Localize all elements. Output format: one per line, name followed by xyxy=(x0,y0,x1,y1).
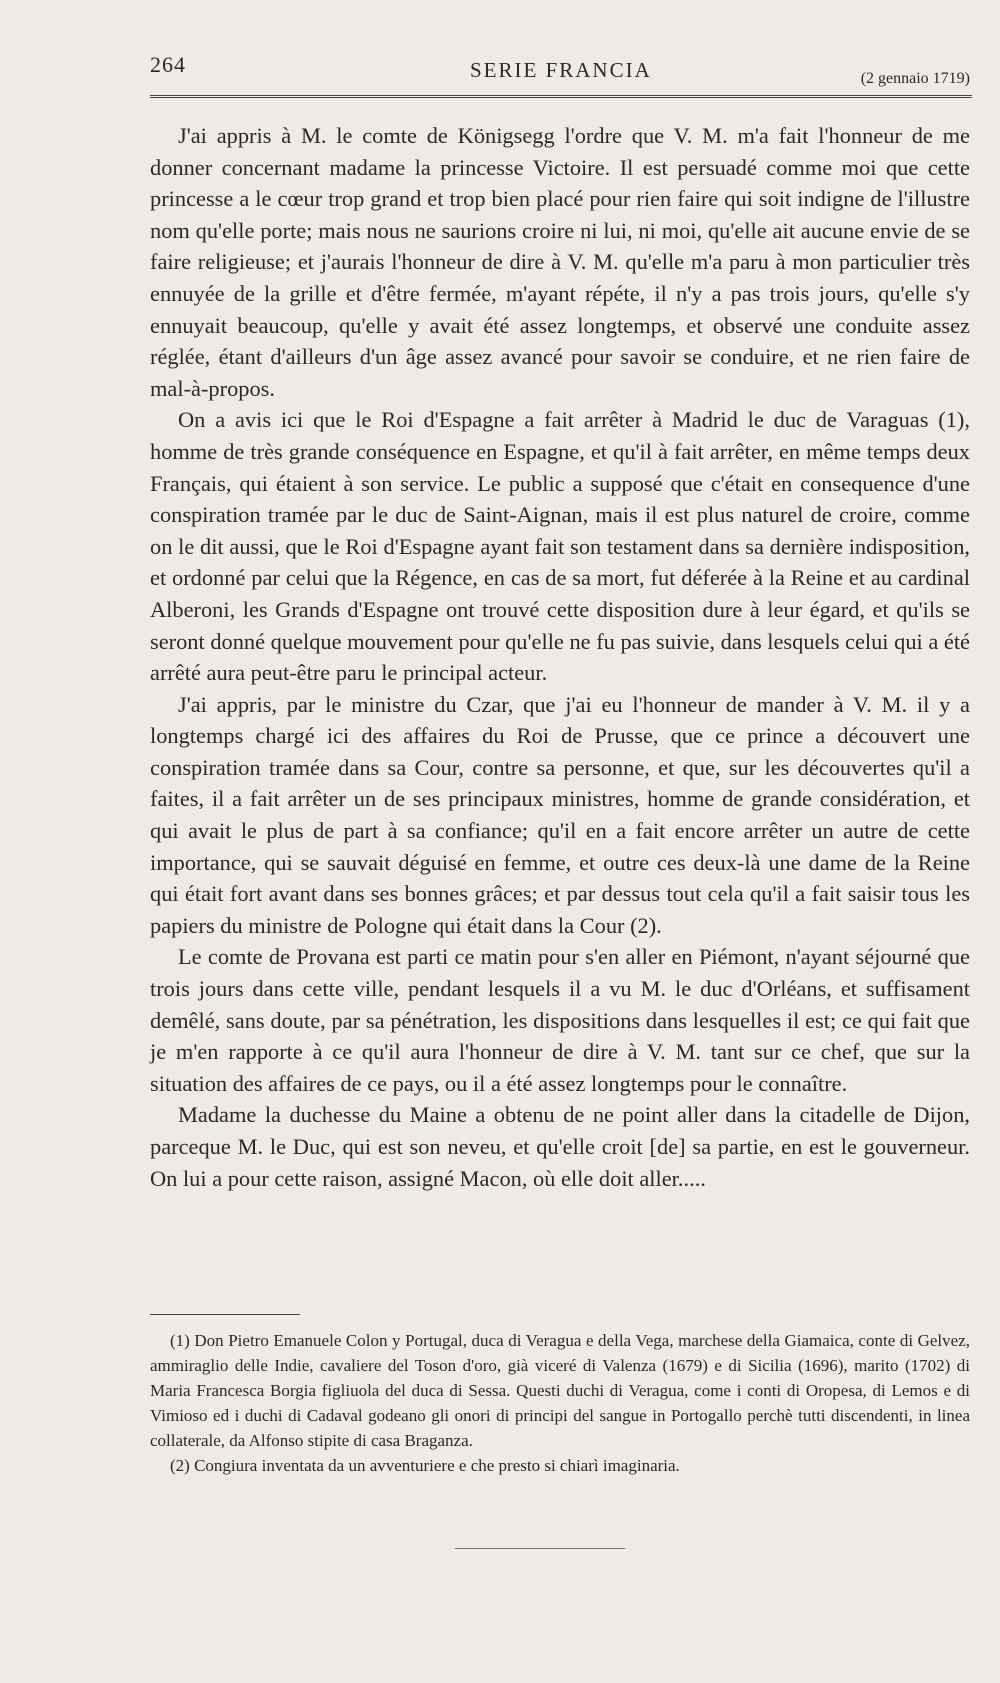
running-title: SERIE FRANCIA xyxy=(470,58,652,82)
footnote-1: (1) Don Pietro Emanuele Colon y Portugal, duca di Veragua e della Vega, marchese della Giamaica, conte di Gelvez, ammiraglio delle Indie, cavaliere del Toson d'oro, già viceré di Valenza (1679) e di Sicilia (1696), marito (1702) di Maria Francesca Borgia figliuola del duca di Sessa. Questi duchi di Veragua, come i conti di Oropesa, di Lemos e di Vimioso ed i duchi di Cadaval godeano gli onori di principi del sangue in Portogallo perchè tutti discendenti, in linea collaterale, da Alfonso stipite di casa Braganza. xyxy=(150,1331,970,1450)
page-header xyxy=(150,52,970,92)
paragraph-duchesse-du-maine: Madame la duchesse du Maine a obtenu de ne point aller dans la citadelle de Dijon, parceque M. le Duc, qui est son neveu, et qu'elle croit [de] sa partie, en est le gouverneur. On lui a pour cette raison, assigné Macon, où elle doit aller..... xyxy=(150,1102,970,1191)
footnote-rule xyxy=(150,1314,300,1315)
page-number: 264 xyxy=(150,52,186,77)
paragraph-roi-de-prusse: J'ai appris, par le ministre du Czar, que j'ai eu l'honneur de mander à V. M. il y a longtemps chargé ici des affaires du Roi de Prusse, que ce prince a découvert une conspiration tramée dans sa Cour, contre sa personne, et que, sur les découvertes qu'il a faites, il a fait arrêter un de ses principaux ministres, homme de grande considération, et qui avait le plus de part à sa confiance; qu'il en a fait encore arrêter un autre de cette importance, qui se sauvait déguisé en femme, et outre ces deux-là une dame de la Reine qui était fort avant dans ses bonnes grâces; et par dessus tout cela qu'il a fait saisir tous les papiers du ministre de Pologne qui était dans la Cour (2). xyxy=(150,691,970,938)
footnote-2: (2) Congiura inventata da un avventuriere e che presto si chiarì imaginaria. xyxy=(170,1456,680,1475)
paragraph-comte-de-provana: Le comte de Provana est parti ce matin pour s'en aller en Piémont, n'ayant séjourné que trois jours dans cette ville, pendant lesquels il a vu M. le duc d'Orléans, et suffisament demêlé, sans doute, par sa pénétration, les dispositions dans lesquelles il est; ce qui fait que je m'en rapporte à ce qu'il aura l'honneur de dire à V. M. tant sur ce chef, que sur la situation des affaires de ce pays, ou il a été assez longtemps pour le connaître. xyxy=(150,944,970,1096)
paragraph-duc-de-varaguas: On a avis ici que le Roi d'Espagne a fait arrêter à Madrid le duc de Varaguas (1), homme de très grande conséquence en Espagne, et qu'il à fait arrêter, en même temps deux Français, qui étaient à son service. Le public a supposé que c'était en consequence d'une conspiration tramée par le duc de Saint-Aignan, mais il est plus naturel de croire, comme on le dit aussi, que le Roi d'Espagne ayant fait son testament dans sa dernière indisposition, et ordonné par celui que la Régence, en cas de sa mort, fut déferée à la Reine et au cardinal Alberoni, les Grands d'Espagne ont trouvé cette disposition dure à leur égard, et qu'ils se seront donné quelque mouvement pour qu'elle ne fu pas suivie, dans lesquels celui qui a été arrêté aura peut-être paru le principal acteur. xyxy=(150,407,970,686)
footnotes xyxy=(150,1328,970,1478)
header-date: (2 gennaio 1719) xyxy=(860,70,970,87)
letter-body xyxy=(150,120,970,1194)
header-rule xyxy=(150,95,972,98)
paragraph-princesse-victoire: J'ai appris à M. le comte de Königsegg l'ordre que V. M. m'a fait l'honneur de me donner concernant madame la princesse Victoire. Il est persuadé comme moi que cette princesse a le cœur trop grand et trop bien placé pour rien faire qui soit indigne de l'illustre nom qu'elle porte; mais nous ne saurions croire ni lui, ni moi, qu'elle ait aucune envie de se faire religieuse; et j'aurais l'honneur de dire à V. M. qu'elle m'a paru à mon particulier très ennuyée de la grille et d'être fermée, m'ayant répéte, il n'y a pas trois jours, qu'elle s'y ennuyait beaucoup, qu'elle y avait été assez longtemps, et observé une conduite assez réglée, étant d'ailleurs d'un âge assez avancé pour savoir se conduire, et ne rien faire de mal-à-propos. xyxy=(150,123,970,401)
bottom-rule xyxy=(455,1548,625,1549)
